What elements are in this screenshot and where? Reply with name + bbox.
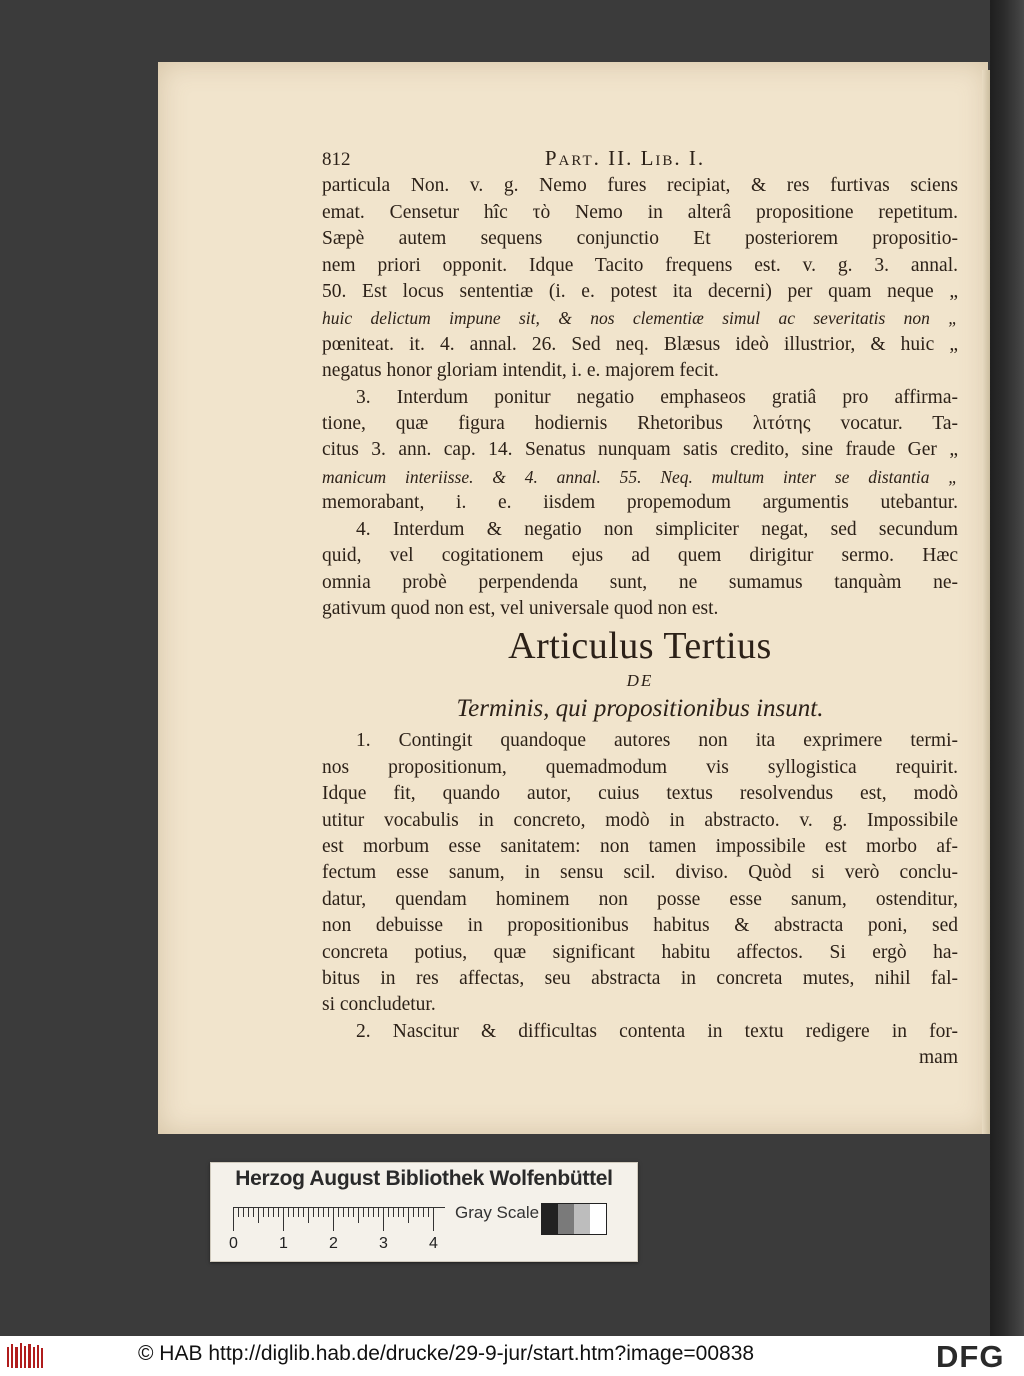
article-line: 2. Nascitur & difficultas contenta in textu redigere in for- [356, 1020, 958, 1042]
paragraph-line: huic delictum impune sit, & nos clementiæ simul ac severitatis non „ [322, 308, 958, 329]
ruler-tick [408, 1207, 409, 1223]
ruler-tick [288, 1207, 289, 1217]
article-line: fectum esse sanum, in sensu scil. diviso. Quòd si verò conclu- [322, 862, 958, 884]
ruler-tick [353, 1207, 354, 1217]
article-line: datur, quendam hominem non posse esse sanum, ostenditur, [322, 888, 958, 910]
ruler-tick [323, 1207, 324, 1217]
page-number: 812 [322, 149, 351, 170]
library-name: Herzog August Bibliothek Wolfenbüttel [235, 1167, 613, 1190]
ruler-tick [253, 1207, 254, 1217]
article-line: nos propositionum, quemadmodum vis syllogistica requirit. [322, 756, 958, 778]
ruler-number: 3 [379, 1235, 388, 1252]
paragraph-line: quid, vel cogitationem ejus ad quem dirigitur sermo. Hæc [322, 545, 958, 567]
article-line: 1. Contingit quandoque autores non ita exprimere termi- [356, 730, 958, 752]
ruler-tick [268, 1207, 269, 1217]
ruler-tick [363, 1207, 364, 1217]
ruler-tick [273, 1207, 274, 1217]
paragraph-line: particula Non. v. g. Nemo fures recipiat, & res furtivas sciens [322, 175, 958, 197]
ruler-tick [388, 1207, 389, 1217]
ruler-tick [373, 1207, 374, 1217]
paragraph-line: gativum quod non est, vel universale quod non est. [322, 597, 719, 619]
ruler-tick [318, 1207, 319, 1217]
ruler-tick [238, 1207, 239, 1217]
paragraph-line: pœniteat. it. 4. annal. 26. Sed neq. Blæsus ideò illustrior, & huic „ [322, 333, 958, 355]
article-title: Articulus Tertius [508, 625, 772, 668]
ruler-tick [293, 1207, 294, 1217]
article-subtitle: Terminis, qui propositionibus insunt. [456, 695, 824, 723]
running-head [322, 145, 958, 173]
ruler-tick [358, 1207, 359, 1223]
ruler-tick [428, 1207, 429, 1217]
article-body [322, 728, 958, 1071]
paragraph-line: negatus honor gloriam intendit, i. e. majorem fecit. [322, 360, 719, 382]
scan-right-edge [990, 0, 1024, 1336]
paragraph-line: omnia probè perpendenda sunt, ne sumamus tanquàm ne- [322, 571, 958, 593]
paragraph-line: tione, quæ figura hodiernis Rhetoribus λιτότης vocatur. Ta- [322, 413, 958, 435]
ruler-tick [278, 1207, 279, 1217]
ruler-tick [423, 1207, 424, 1217]
color-target-card [210, 1162, 638, 1262]
ruler-number: 4 [429, 1235, 438, 1252]
ruler-number: 0 [229, 1235, 238, 1252]
ruler-tick [308, 1207, 309, 1223]
page-edge [982, 70, 990, 1134]
paragraph-line: 50. Est locus sententiæ (i. e. potest ita decerni) per quam neque „ [322, 281, 958, 303]
gray-scale-label: Gray Scale [455, 1203, 540, 1222]
ruler-tick [378, 1207, 379, 1217]
paragraph-line: citus 3. ann. cap. 14. Senatus nunquam satis credito, sine fraude Ger „ [322, 439, 958, 461]
page-text [322, 145, 958, 1072]
ruler-tick [283, 1207, 284, 1231]
gray-patch [558, 1204, 574, 1234]
ruler-tick [328, 1207, 329, 1217]
running-head-title: Part. II. Lib. I. [544, 146, 706, 170]
copyright-text: © HAB http://diglib.hab.de/drucke/29-9-jur/start.htm?image=00838 [138, 1342, 755, 1365]
ruler-tick [243, 1207, 244, 1217]
article-line: est morbum esse sanitatem: non tamen impossibile est morbo af- [322, 835, 958, 857]
ruler-tick [393, 1207, 394, 1217]
gray-scale-patches [541, 1203, 607, 1235]
ruler-tick [398, 1207, 399, 1217]
ruler-tick [248, 1207, 249, 1217]
paragraph-line: nem priori opponit. Idque Tacito frequens est. v. g. 3. annal. [322, 254, 958, 276]
article-line: non debuisse in propositionibus habitus & abstracta poni, sed [322, 915, 958, 937]
dfg-logo: DFG [936, 1339, 1005, 1374]
paragraph [322, 173, 958, 622]
gray-patch [574, 1204, 590, 1234]
paragraph-line: emat. Censetur hîc τὸ Nemo in alterâ propositione repetitum. [322, 201, 958, 223]
ruler-tick [233, 1207, 234, 1231]
paragraph-line: memorabant, i. e. iisdem propemodum argumentis utebantur. [322, 492, 958, 514]
ruler-tick [383, 1207, 384, 1231]
ruler-tick [368, 1207, 369, 1217]
article-line: si concludetur. [322, 994, 436, 1016]
ruler-tick [298, 1207, 299, 1217]
ruler-tick [303, 1207, 304, 1217]
ruler-number: 2 [329, 1235, 338, 1252]
ruler-tick [343, 1207, 344, 1217]
ruler-tick [348, 1207, 349, 1217]
paragraph-line: manicum interiisse. & 4. annal. 55. Neq. multum inter se distantia „ [322, 466, 958, 487]
article-line: bitus in res affectas, seu abstracta in concreta mutes, nihil fal- [322, 967, 958, 989]
paragraph-line: Sæpè autem sequens conjunctio Et posteriorem propositio- [322, 228, 958, 250]
ruler-tick [403, 1207, 404, 1217]
hab-barcode-logo-icon [6, 1341, 44, 1371]
article-de: DE [626, 671, 654, 691]
ruler-tick [338, 1207, 339, 1217]
ruler-number: 1 [279, 1235, 288, 1252]
ruler-tick [333, 1207, 334, 1231]
article-line: utitur vocabulis in concreto, modò in abstracto. v. g. Impossibile [322, 809, 958, 831]
article-line: mam [919, 1047, 958, 1069]
ruler-tick [413, 1207, 414, 1217]
article-line: concreta potius, quæ significant habitu affectos. Si ergò ha- [322, 941, 958, 963]
ruler-tick [313, 1207, 314, 1217]
paragraph-line: 4. Interdum & negatio non simpliciter negat, sed secundum [356, 518, 958, 540]
gray-patch [590, 1204, 606, 1234]
paragraph-line: 3. Interdum ponitur negatio emphaseos gratiâ pro affirma- [356, 386, 958, 408]
ruler-tick [433, 1207, 434, 1231]
footer-bar [0, 1336, 1024, 1376]
ruler-tick [258, 1207, 259, 1223]
ruler-tick [263, 1207, 264, 1217]
article-line: Idque fit, quando autor, cuius textus resolvendus est, modò [322, 783, 958, 805]
ruler-tick [418, 1207, 419, 1217]
gray-patch [542, 1204, 558, 1234]
ruler [233, 1207, 445, 1233]
